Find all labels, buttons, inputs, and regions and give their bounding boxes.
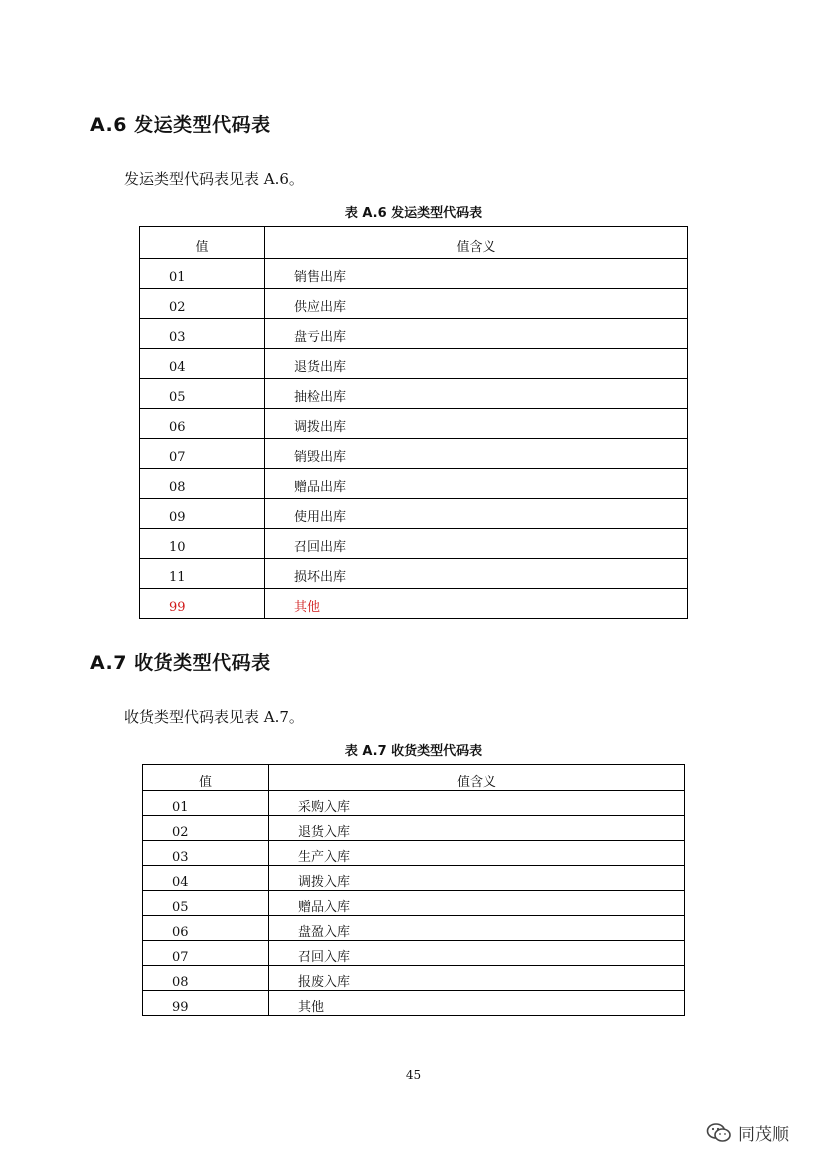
code-cell: 05 [140,379,265,409]
watermark-text: 同茂顺 [738,1125,789,1145]
code-cell: 04 [143,866,269,891]
table-row [143,916,685,941]
page-number: 45 [405,1068,422,1082]
table-row [143,866,685,891]
table-a6-caption: 表 A.6 发运类型代码表 [344,206,483,221]
section-a6-intro: 发运类型代码表见表 A.6。 [124,170,304,188]
section-a6-heading: A.6 发运类型代码表 [90,114,271,136]
meaning-cell: 销毁出库 [265,439,688,469]
code-cell: 04 [140,349,265,379]
meaning-cell: 召回出库 [265,529,688,559]
table-a7 [142,764,685,1016]
wechat-channel-icon [706,1122,732,1144]
table-row [140,259,688,289]
table-row [140,469,688,499]
table-row [143,816,685,841]
table-row [143,841,685,866]
code-cell: 08 [140,469,265,499]
code-cell: 99 [140,589,265,619]
table-a7-caption: 表 A.7 收货类型代码表 [344,744,483,759]
code-cell: 10 [140,529,265,559]
watermark [706,1120,789,1145]
table-row [143,891,685,916]
table-header-row [143,765,685,791]
code-cell: 07 [140,439,265,469]
table-row [143,941,685,966]
code-cell: 02 [143,816,269,841]
table-row [140,529,688,559]
table-row [140,319,688,349]
table-row [140,349,688,379]
code-cell: 06 [143,916,269,941]
code-cell: 09 [140,499,265,529]
meaning-cell: 赠品出库 [265,469,688,499]
code-cell: 01 [140,259,265,289]
code-cell: 99 [143,991,269,1016]
meaning-cell: 召回入库 [269,941,685,966]
meaning-cell: 其他 [265,589,688,619]
column-header-meaning: 值含义 [265,227,688,259]
table-a6 [139,226,688,619]
column-header-value: 值 [143,765,269,791]
table-row [143,791,685,816]
section-a7-intro: 收货类型代码表见表 A.7。 [124,708,304,726]
column-header-value: 值 [140,227,265,259]
column-header-meaning: 值含义 [269,765,685,791]
code-cell: 02 [140,289,265,319]
meaning-cell: 赠品入库 [269,891,685,916]
meaning-cell: 盘盈入库 [269,916,685,941]
meaning-cell: 退货出库 [265,349,688,379]
table-row [140,439,688,469]
table-row [143,991,685,1016]
code-cell: 07 [143,941,269,966]
code-cell: 03 [140,319,265,349]
table-row [140,289,688,319]
meaning-cell: 退货入库 [269,816,685,841]
meaning-cell: 盘亏出库 [265,319,688,349]
meaning-cell: 抽检出库 [265,379,688,409]
code-cell: 03 [143,841,269,866]
meaning-cell: 报废入库 [269,966,685,991]
meaning-cell: 损坏出库 [265,559,688,589]
table-row [140,379,688,409]
meaning-cell: 生产入库 [269,841,685,866]
table-row [140,409,688,439]
meaning-cell: 采购入库 [269,791,685,816]
meaning-cell: 销售出库 [265,259,688,289]
meaning-cell: 其他 [269,991,685,1016]
section-a7-heading: A.7 收货类型代码表 [90,652,271,674]
table-row-highlighted [140,589,688,619]
meaning-cell: 供应出库 [265,289,688,319]
table-row [143,966,685,991]
code-cell: 06 [140,409,265,439]
meaning-cell: 调拨出库 [265,409,688,439]
meaning-cell: 使用出库 [265,499,688,529]
table-row [140,499,688,529]
code-cell: 11 [140,559,265,589]
code-cell: 01 [143,791,269,816]
meaning-cell: 调拨入库 [269,866,685,891]
table-header-row [140,227,688,259]
code-cell: 08 [143,966,269,991]
table-row [140,559,688,589]
code-cell: 05 [143,891,269,916]
